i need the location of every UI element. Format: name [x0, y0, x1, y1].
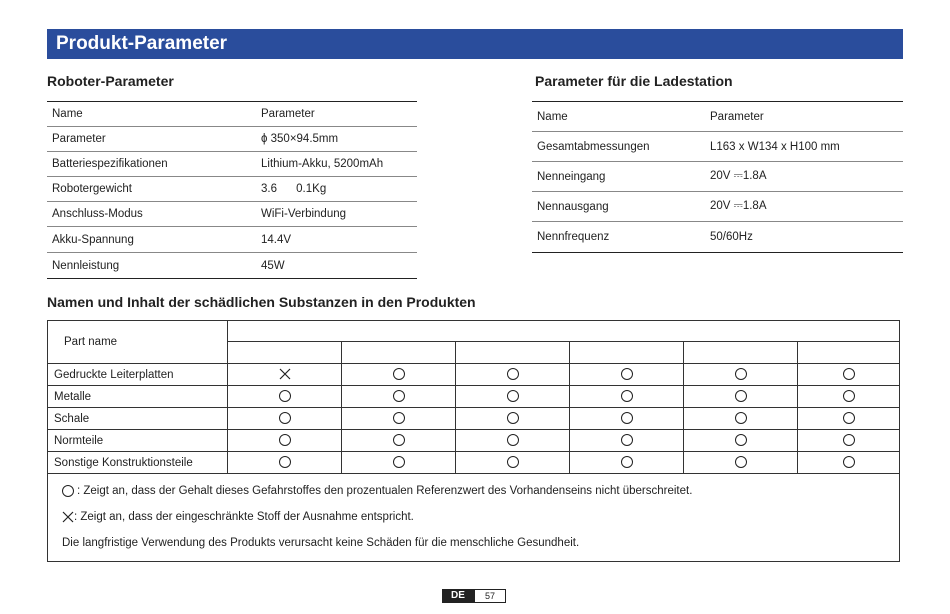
language-badge: DE [442, 589, 474, 603]
table-row [47, 202, 417, 227]
mark-cell [684, 386, 798, 408]
mark-cell [570, 364, 684, 386]
substances-title: Namen und Inhalt der schädlichen Substanzen in den Produkten [47, 294, 476, 310]
station-cell: Nenneingang [532, 162, 705, 192]
cross-icon [279, 368, 291, 380]
circle-icon [621, 390, 633, 402]
circle-icon [843, 390, 855, 402]
mark-cell [570, 430, 684, 452]
part-name-cell: Gedruckte Leiterplatten [48, 364, 228, 386]
circle-icon [843, 412, 855, 424]
circle-icon [393, 368, 405, 380]
substance-column-header [570, 342, 684, 364]
circle-icon [621, 456, 633, 468]
station-params-table [532, 101, 903, 253]
part-name-cell: Sonstige Konstruktionsteile [48, 452, 228, 474]
robot-cell: Batteriespezifikationen [47, 152, 256, 177]
robot-cell: Lithium-Akku, 5200mAh [256, 152, 417, 177]
table-row [48, 408, 900, 430]
circle-icon [621, 412, 633, 424]
notes-cell [48, 474, 900, 562]
station-cell: Parameter [705, 102, 903, 132]
page-title-banner [47, 29, 903, 59]
circle-icon [843, 434, 855, 446]
page-number: 57 [474, 589, 506, 603]
mark-cell [570, 452, 684, 474]
station-params-title: Parameter für die Ladestation [535, 73, 733, 89]
table-row [47, 152, 417, 177]
mark-cell [456, 386, 570, 408]
mark-cell [798, 364, 900, 386]
cross-icon [62, 511, 74, 523]
table-row [47, 127, 417, 152]
table-row [47, 253, 417, 279]
mark-cell [456, 430, 570, 452]
mark-cell [684, 364, 798, 386]
part-name-cell: Schale [48, 408, 228, 430]
substances-header-cell [228, 321, 900, 342]
note-cross-text: : Zeigt an, dass der eingeschränkte Stoff der Ausnahme entspricht. [74, 511, 414, 523]
note-health: Die langfristige Verwendung des Produkts verursacht keine Schäden für die menschliche Gesundheit. [62, 537, 580, 549]
mark-cell [684, 408, 798, 430]
table-row [48, 430, 900, 452]
station-cell: 20V ⎓1.8A [705, 162, 903, 192]
table-header-row [48, 321, 900, 342]
circle-icon [507, 368, 519, 380]
circle-icon [507, 434, 519, 446]
robot-cell: 45W [256, 253, 417, 279]
robot-cell: 3.6 0.1Kg [256, 177, 417, 202]
station-cell: Nennausgang [532, 192, 705, 222]
mark-cell [798, 386, 900, 408]
table-row [47, 227, 417, 253]
mark-cell [228, 452, 342, 474]
mark-cell [570, 386, 684, 408]
robot-cell: ϕ 350×94.5mm [256, 127, 417, 152]
table-row [48, 364, 900, 386]
circle-icon [507, 390, 519, 402]
table-row [532, 132, 903, 162]
part-name-header: Part name [48, 321, 228, 364]
circle-icon [735, 368, 747, 380]
substances-table [47, 320, 900, 562]
mark-cell [798, 452, 900, 474]
table-row [532, 222, 903, 253]
circle-icon [393, 456, 405, 468]
mark-cell [456, 452, 570, 474]
mark-cell [684, 452, 798, 474]
substance-column-header [342, 342, 456, 364]
table-row [532, 192, 903, 222]
page-footer [442, 589, 506, 603]
circle-icon [393, 434, 405, 446]
robot-params-table [47, 101, 417, 279]
substance-column-header [684, 342, 798, 364]
station-cell: Nennfrequenz [532, 222, 705, 253]
robot-params-title: Roboter-Parameter [47, 73, 174, 89]
substance-column-header [798, 342, 900, 364]
mark-cell [228, 408, 342, 430]
robot-cell: Parameter [256, 102, 417, 127]
circle-icon [735, 434, 747, 446]
circle-icon [393, 412, 405, 424]
mark-cell [456, 408, 570, 430]
station-cell: L163 x W134 x H100 mm [705, 132, 903, 162]
mark-cell [798, 408, 900, 430]
note-cross [62, 504, 899, 530]
circle-icon [843, 456, 855, 468]
mark-cell [342, 452, 456, 474]
robot-cell: Nennleistung [47, 253, 256, 279]
robot-cell: Parameter [47, 127, 256, 152]
table-row [48, 452, 900, 474]
note-circle-text: : Zeigt an, dass der Gehalt dieses Gefahrstoffes den prozentualen Referenzwert des Vorhandenseins nicht überschreitet. [77, 485, 693, 497]
mark-cell [228, 364, 342, 386]
robot-cell: WiFi-Verbindung [256, 202, 417, 227]
table-row [532, 102, 903, 132]
circle-icon [279, 412, 291, 424]
circle-icon [279, 434, 291, 446]
circle-icon [62, 485, 74, 497]
part-name-cell: Metalle [48, 386, 228, 408]
robot-cell: 14.4V [256, 227, 417, 253]
robot-cell: Name [47, 102, 256, 127]
mark-cell [342, 408, 456, 430]
station-cell: 20V ⎓1.8A [705, 192, 903, 222]
circle-icon [507, 456, 519, 468]
robot-cell: Akku-Spannung [47, 227, 256, 253]
circle-icon [621, 434, 633, 446]
mark-cell [684, 430, 798, 452]
notes-row [48, 474, 900, 562]
mark-cell [228, 430, 342, 452]
mark-cell [228, 386, 342, 408]
station-cell: Name [532, 102, 705, 132]
robot-cell: Anschluss-Modus [47, 202, 256, 227]
circle-icon [393, 390, 405, 402]
note-circle [62, 478, 899, 504]
station-cell: Gesamtabmessungen [532, 132, 705, 162]
table-row [47, 177, 417, 202]
circle-icon [279, 390, 291, 402]
mark-cell [342, 430, 456, 452]
mark-cell [342, 386, 456, 408]
circle-icon [735, 390, 747, 402]
table-row [532, 162, 903, 192]
part-name-cell: Normteile [48, 430, 228, 452]
station-cell: 50/60Hz [705, 222, 903, 253]
circle-icon [621, 368, 633, 380]
mark-cell [342, 364, 456, 386]
circle-icon [843, 368, 855, 380]
page-title: Produkt-Parameter [56, 33, 228, 54]
circle-icon [735, 456, 747, 468]
circle-icon [507, 412, 519, 424]
circle-icon [279, 456, 291, 468]
substance-column-header [228, 342, 342, 364]
mark-cell [456, 364, 570, 386]
circle-icon [735, 412, 747, 424]
table-row [48, 386, 900, 408]
robot-cell: Robotergewicht [47, 177, 256, 202]
table-row [47, 102, 417, 127]
substances-body [48, 364, 900, 474]
mark-cell [798, 430, 900, 452]
mark-cell [570, 408, 684, 430]
substance-column-header [456, 342, 570, 364]
